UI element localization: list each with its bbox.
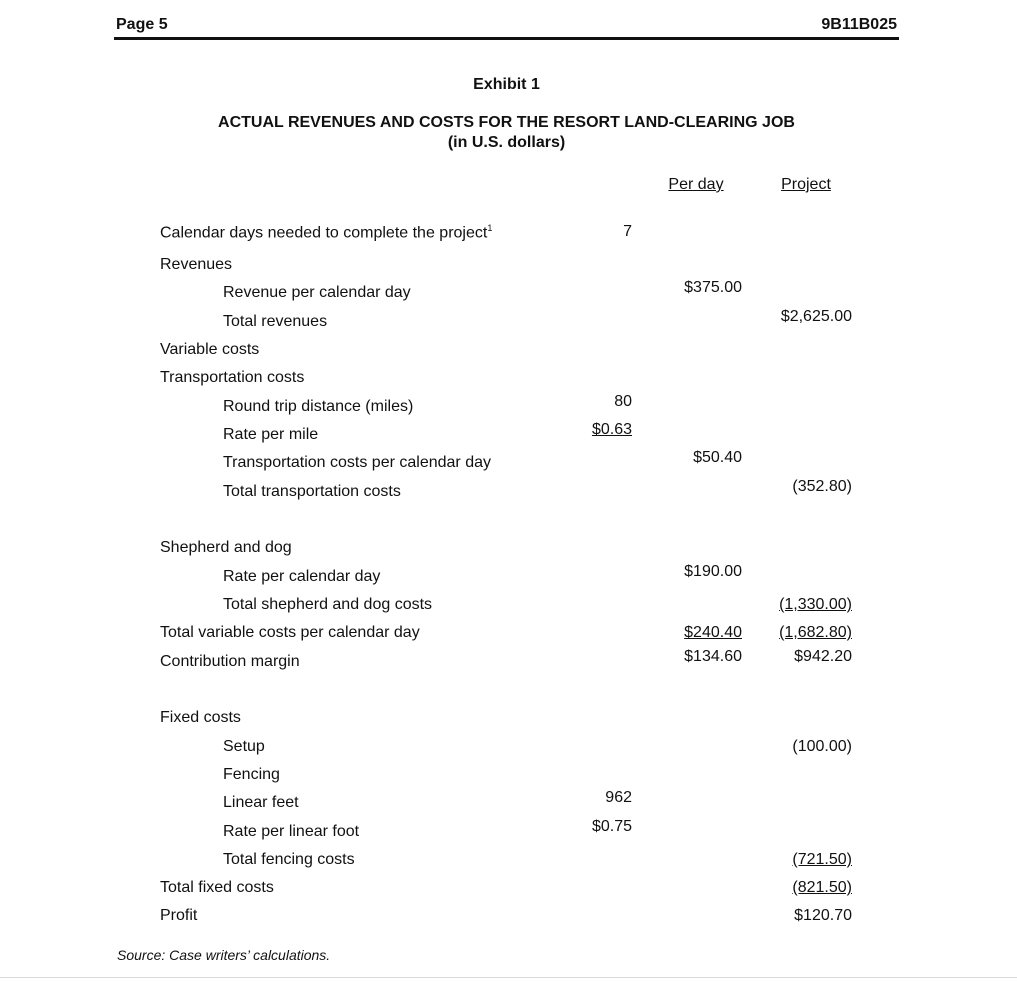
section-label: Variable costs — [160, 341, 260, 358]
source-note: Source: Case writers’ calculations. — [117, 947, 331, 963]
row-label: Profit — [160, 907, 198, 924]
table-row-transport-per-day — [0, 449, 1017, 476]
section-label: Transportation costs — [160, 369, 305, 386]
value-cell: 7 — [623, 223, 632, 240]
column-header-per-day: Per day — [668, 176, 724, 193]
row-label: Total fixed costs — [160, 879, 274, 896]
table-row-variable-costs — [0, 341, 1017, 363]
row-label: Total variable costs per calendar day — [160, 624, 420, 641]
exhibit-subtitle: (in U.S. dollars) — [447, 134, 566, 151]
section-label: Fencing — [223, 766, 280, 783]
table-row-total-fencing — [0, 851, 1017, 873]
row-label: Total shepherd and dog costs — [223, 596, 433, 613]
row-label: Rate per mile — [223, 426, 319, 443]
table-row-total-shepherd — [0, 596, 1017, 618]
section-label: Shepherd and dog — [160, 539, 292, 556]
table-row-total-revenues — [0, 308, 1017, 335]
table-row-contribution-margin — [0, 648, 1017, 675]
row-label: Setup — [223, 738, 265, 755]
table-row-rate-per-foot — [0, 818, 1017, 845]
exhibit-label: Exhibit 1 — [473, 76, 540, 93]
table-row-revenues — [0, 256, 1017, 278]
value-cell: 962 — [605, 789, 632, 806]
table-row-calendar-days — [0, 223, 1017, 245]
table-row-profit — [0, 907, 1017, 929]
value-cell: $0.63 — [591, 421, 632, 438]
column-header-project: Project — [781, 176, 831, 193]
row-label: Total revenues — [223, 313, 328, 330]
row-label: Rate per calendar day — [223, 568, 381, 585]
section-label: Revenues — [160, 256, 233, 273]
header-rule — [114, 37, 899, 40]
table-row-total-variable — [0, 624, 1017, 646]
table-row-linear-feet — [0, 789, 1017, 816]
value-cell: (821.50) — [792, 879, 852, 896]
value-cell: $120.70 — [794, 907, 852, 924]
document-id: 9B11B025 — [821, 16, 897, 33]
value-cell: $2,625.00 — [780, 308, 852, 325]
table-row-round-trip — [0, 393, 1017, 420]
table-row-rate-per-mile — [0, 421, 1017, 448]
value-cell: $240.40 — [684, 624, 742, 641]
exhibit-title: ACTUAL REVENUES AND COSTS FOR THE RESORT LAND-CLEARING JOB — [218, 114, 795, 131]
table-row-shepherd — [0, 539, 1017, 561]
page-bottom-edge — [0, 977, 1017, 978]
table-row-revenue-per-day — [0, 279, 1017, 306]
value-cell: (1,330.00) — [779, 596, 852, 613]
row-label: Calendar days needed to complete the project$^1$ — [160, 223, 493, 242]
row-label: Total fencing costs — [223, 851, 355, 868]
value-cell: $134.60 — [684, 648, 742, 665]
table-row-total-fixed — [0, 879, 1017, 901]
table-row-setup — [0, 738, 1017, 760]
row-label: Revenue per calendar day — [223, 284, 411, 301]
table-row-total-transport — [0, 478, 1017, 505]
row-label: Rate per linear foot — [223, 823, 360, 840]
table-row-fixed-costs — [0, 709, 1017, 731]
value-cell: $0.75 — [591, 818, 632, 835]
value-cell: 80 — [614, 393, 632, 410]
row-label: Contribution margin — [160, 653, 300, 670]
row-label: Round trip distance (miles) — [223, 398, 414, 415]
table-row-transportation — [0, 369, 1017, 391]
row-label: Linear feet — [223, 794, 299, 811]
table-row-fencing — [0, 766, 1017, 788]
value-cell: $50.40 — [693, 449, 742, 466]
value-cell: $375.00 — [684, 279, 742, 296]
row-label: Transportation costs per calendar day — [223, 454, 491, 471]
value-cell: $942.20 — [794, 648, 852, 665]
value-cell: (721.50) — [792, 851, 852, 868]
table-row-rate-per-day — [0, 563, 1017, 590]
row-label: Total transportation costs — [223, 483, 401, 500]
value-cell: (100.00) — [792, 738, 852, 755]
section-label: Fixed costs — [160, 709, 241, 726]
value-cell: $190.00 — [684, 563, 742, 580]
page-number: Page 5 — [116, 16, 168, 33]
footnote-marker: 1 — [487, 223, 493, 233]
value-cell: (352.80) — [792, 478, 852, 495]
value-cell: (1,682.80) — [779, 624, 852, 641]
